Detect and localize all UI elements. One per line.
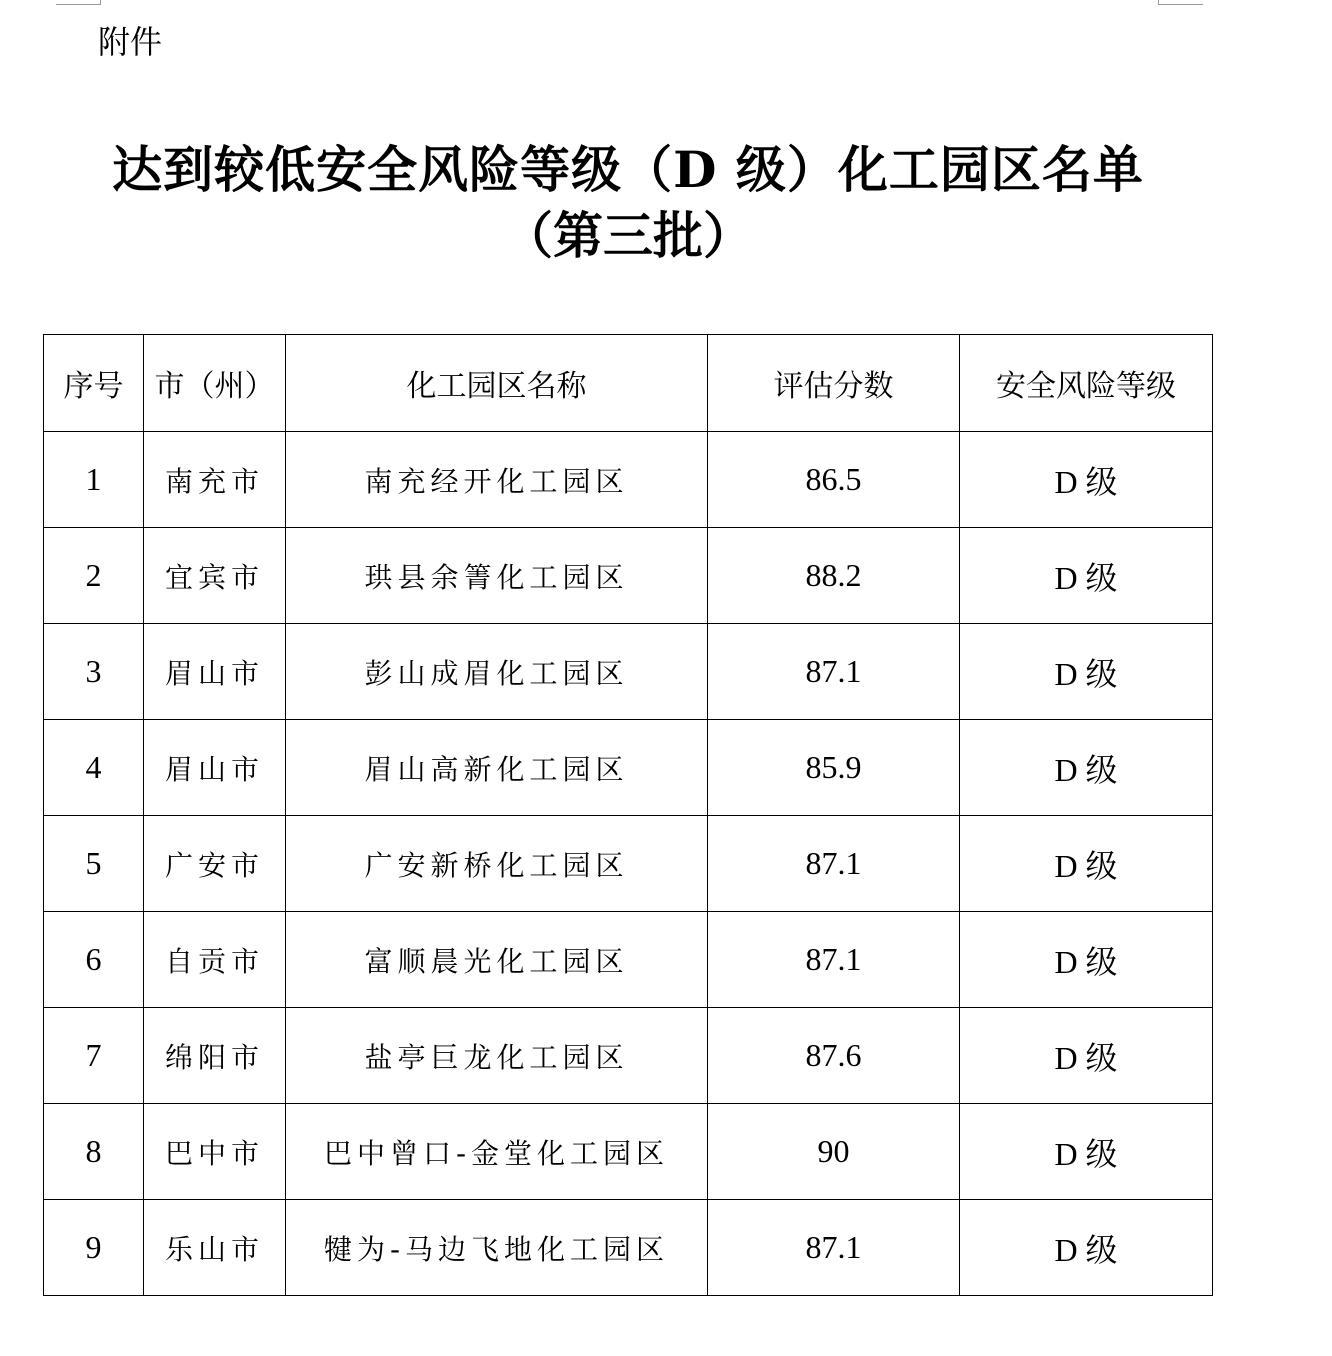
cell-city: 巴中市 (144, 1104, 286, 1200)
cell-index: 1 (44, 432, 144, 528)
cell-city: 眉山市 (144, 624, 286, 720)
cell-index: 5 (44, 816, 144, 912)
table-row (44, 1104, 1213, 1200)
table-row (44, 1200, 1213, 1296)
cell-city: 乐山市 (144, 1200, 286, 1296)
crop-mark-left (56, 0, 101, 5)
cell-risk-level: D 级 (960, 528, 1213, 624)
cell-index: 3 (44, 624, 144, 720)
cell-score: 87.6 (708, 1008, 960, 1104)
cell-park-name: 彭山成眉化工园区 (286, 624, 708, 720)
header-score: 评估分数 (708, 335, 960, 432)
cell-risk-level: D 级 (960, 1008, 1213, 1104)
cell-risk-level: D 级 (960, 720, 1213, 816)
table-row (44, 528, 1213, 624)
header-city: 市（州） (144, 335, 286, 432)
cell-park-name: 富顺晨光化工园区 (286, 912, 708, 1008)
cell-score: 85.9 (708, 720, 960, 816)
header-index: 序号 (44, 335, 144, 432)
cell-city: 广安市 (144, 816, 286, 912)
park-list-table (43, 334, 1213, 1296)
header-risk-level: 安全风险等级 (960, 335, 1213, 432)
cell-park-name: 南充经开化工园区 (286, 432, 708, 528)
cell-score: 86.5 (708, 432, 960, 528)
cell-risk-level: D 级 (960, 624, 1213, 720)
cell-city: 眉山市 (144, 720, 286, 816)
cell-park-name: 珙县余箐化工园区 (286, 528, 708, 624)
cell-score: 90 (708, 1104, 960, 1200)
cell-index: 7 (44, 1008, 144, 1104)
table-row (44, 816, 1213, 912)
cell-risk-level: D 级 (960, 816, 1213, 912)
cell-score: 87.1 (708, 624, 960, 720)
cell-city: 宜宾市 (144, 528, 286, 624)
cell-city: 南充市 (144, 432, 286, 528)
header-park-name: 化工园区名称 (286, 335, 708, 432)
document-title: 达到较低安全风险等级（D 级）化工园区名单 (112, 140, 1144, 199)
table-row (44, 432, 1213, 528)
cell-park-name: 巴中曾口-金堂化工园区 (286, 1104, 708, 1200)
table-row (44, 624, 1213, 720)
cell-index: 4 (44, 720, 144, 816)
cell-index: 9 (44, 1200, 144, 1296)
cell-risk-level: D 级 (960, 1104, 1213, 1200)
cell-risk-level: D 级 (960, 432, 1213, 528)
cell-index: 8 (44, 1104, 144, 1200)
cell-risk-level: D 级 (960, 912, 1213, 1008)
table-row (44, 720, 1213, 816)
cell-park-name: 广安新桥化工园区 (286, 816, 708, 912)
table-row (44, 912, 1213, 1008)
cell-risk-level: D 级 (960, 1200, 1213, 1296)
attachment-label: 附件 (98, 23, 163, 61)
document-subtitle: （第三批） (503, 206, 753, 265)
cell-index: 2 (44, 528, 144, 624)
cell-score: 87.1 (708, 816, 960, 912)
cell-score: 88.2 (708, 528, 960, 624)
crop-mark-right (1158, 0, 1203, 5)
table-row (44, 1008, 1213, 1104)
cell-park-name: 眉山高新化工园区 (286, 720, 708, 816)
cell-city: 绵阳市 (144, 1008, 286, 1104)
cell-park-name: 盐亭巨龙化工园区 (286, 1008, 708, 1104)
cell-score: 87.1 (708, 1200, 960, 1296)
cell-score: 87.1 (708, 912, 960, 1008)
cell-index: 6 (44, 912, 144, 1008)
table-header-row (44, 335, 1213, 432)
cell-city: 自贡市 (144, 912, 286, 1008)
cell-park-name: 犍为-马边飞地化工园区 (286, 1200, 708, 1296)
